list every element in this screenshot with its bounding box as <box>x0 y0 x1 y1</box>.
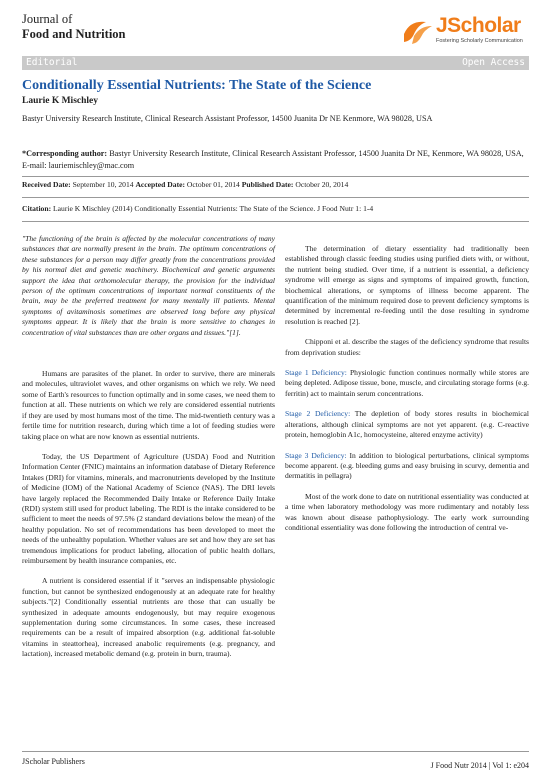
divider <box>22 176 529 177</box>
jscholar-logo-icon <box>400 16 434 46</box>
paragraph: Today, the US Department of Agriculture (USDA) Food and Nutrition Information Center (FNIC) maintains an information database of Dietary Reference Intakes (DRI) for vitamins, minerals, and macronutrients developed by the Institute of Medicine (IOM) of the National Academy of Science (NAS). The DRI levels have largely replaced the Recommended Daily Intake or Reference Daily Intake (RDI) system still used for product labeling. The RDI is the intake considered to be sufficient to meet the needs of 97.5% (2 standard deviations below the mean) of the healthy population. No set of recommendations has been developed to meet the needs of the unhealthy population. Whether values are set and how they are set has tremendous implications for product labeling, allocation of public health dollars, reimbursement by health insurance companies, etc. <box>22 451 275 565</box>
logo-name: JScholar <box>436 14 521 37</box>
article-title: Conditionally Essential Nutrients: The State of the Science <box>22 78 372 93</box>
footer-divider <box>22 751 529 752</box>
article-dates <box>22 180 348 189</box>
article-type: Editorial <box>26 57 78 68</box>
citation-text: Laurie K Mischley (2014) Conditionally Essential Nutrients: The State of the Science. J Food Nutr 1: 1-4 <box>51 204 374 213</box>
corresponding-text[interactable]: Bastyr University Research Institute, Clinical Research Assistant Professor, 14500 Juanita Dr NE, Kenmore, WA 98028, USA, E-mail: lauriemischley@mac.com <box>22 149 524 170</box>
stage-label: Stage 1 Deficiency: <box>285 368 347 378</box>
stage-text: In addition to biological perturbations, clinical symptoms become apparent. (e.g. bleeding gums and easy bruising in scurvy, dementia and dermatitis in pellagra) <box>285 450 529 481</box>
author-affiliation: Bastyr University Research Institute, Clinical Research Assistant Professor, 14500 Juanita Dr NE Kenmore, WA 98028, USA <box>22 114 433 123</box>
paragraph: Chipponi et al. describe the stages of the deficiency syndrome that results from deprivation studies: <box>285 337 529 357</box>
received-label: Received Date: <box>22 180 71 189</box>
received-date: September 10, 2014 <box>70 180 136 189</box>
corresponding-author <box>22 148 529 172</box>
divider <box>22 221 529 222</box>
paragraph: Most of the work done to date on nutritional essentiality was conducted at a time when laboratory methodology was more rudimentary and notably less was known about disease pathophysiology. The early work surrounding conditional essentiality was done following the introduction of central ve- <box>285 491 529 532</box>
logo-tagline: Fostering Scholarly Communication <box>436 38 523 44</box>
stage-text: The depletion of body stores results in biochemical alterations, although clinical symptoms are not yet apparent. (e.g. C-reactive protein, hemoglobin A1c, homocysteine, altered enzyme activity) <box>285 409 529 440</box>
paragraph: A nutrient is considered essential if it "serves an indispensable physiologic function, but cannot be synthesized endogenously at an adequate rate for healthy subjects."[2] Conditionally essential nutrients are those that can usually be synthesized in adequate amounts endogenously, but may require exogenous supplementation during some circumstances. In some cases, these increased requirements can be a result of impaired absorption (e.g. additional fat-soluble vitamins in steattorhea), increased anabolic requirements (e.g. pregnancy, and lactation), increased metabolic demand (e.g. protein in burn, trauma). <box>22 576 275 659</box>
accepted-date: October 01, 2014 <box>185 180 242 189</box>
paragraph: Humans are parasites of the planet. In order to survive, there are minerals and molecules, ultraviolet waves, and other organisms on which we rely. We need some of Earth's resources to function optimally and in some cases, we need them to function at all. These nutrients on which we rely are considered essential nutrients if they are used by most humans most of the time. The mid-twentieth century was a fertile time for nutrition research, during which time a lot of feeding studies were taking place on what are now known as essential nutrients. <box>22 369 275 441</box>
stage-label: Stage 2 Deficiency: <box>285 409 351 419</box>
divider <box>22 197 529 198</box>
accepted-label: Accepted Date: <box>135 180 186 189</box>
citation-label: Citation: <box>22 204 52 213</box>
footer-journal-ref: J Food Nutr 2014 | Vol 1: e204 <box>430 761 529 770</box>
corresponding-label: *Corresponding author: <box>22 149 108 158</box>
footer-publisher: JScholar Publishers <box>22 757 85 766</box>
stage-3-deficiency <box>285 451 529 482</box>
journal-name <box>22 12 126 42</box>
published-label: Published Date: <box>241 180 294 189</box>
stage-2-deficiency <box>285 409 529 440</box>
stage-label: Stage 3 Deficiency: <box>285 450 347 460</box>
citation <box>22 204 373 213</box>
stage-1-deficiency <box>285 368 529 399</box>
access-type: Open Access <box>462 57 525 68</box>
paragraph: The determination of dietary essentiality had traditionally been established through classic feeding studies using purified diets with, or without, the nutrient being studied. Over time, if a nutrient is essential, a deficiency syndrome will emerge as signs and symptoms of impaired growth, function, biochemical alterations, or symptoms of illness become apparent. The quantification of the minimum required dose to prevent deficiency symptoms is determined by incremental re-feeding until the dose resulting in syndrome resolution is reached [2]. <box>285 244 529 326</box>
published-date: October 20, 2014 <box>293 180 349 189</box>
author-name: Laurie K Mischley <box>22 96 98 106</box>
jscholar-logo[interactable] <box>400 14 532 48</box>
epigraph-quote: "The functioning of the brain is affected by the molecular concentrations of many substances that are normally present in the brain. The optimum concentrations of these substances for a person may differ greatly from the concentrations provided by his normal diet and genetic machinery. Biochemical and genetic arguments support the idea that orthomolecular therapy, the provision for the individual person of the optimum concentrations of important normal constituents of the brain, may be the preferred treatment for many mentally ill patients. Mental symptoms of avitaminosis sometimes are observed long before any physical symptoms appear. It is likely that the brain is more sensitive to changes in concentration of vital substances than are other organs and tissues."[1]. <box>22 234 275 337</box>
stage-text: Physiologic function continues normally while stores are being depleted. Adipose tissue, bone, muscle, and circulating storage forms (e.g. ferritin) act to maintain serum concentrations. <box>285 368 529 398</box>
article-type-banner <box>22 56 529 70</box>
journal-name-line1: Journal of <box>22 12 73 26</box>
right-column <box>285 234 529 533</box>
left-column <box>22 234 275 660</box>
journal-name-line2: Food and Nutrition <box>22 27 126 41</box>
